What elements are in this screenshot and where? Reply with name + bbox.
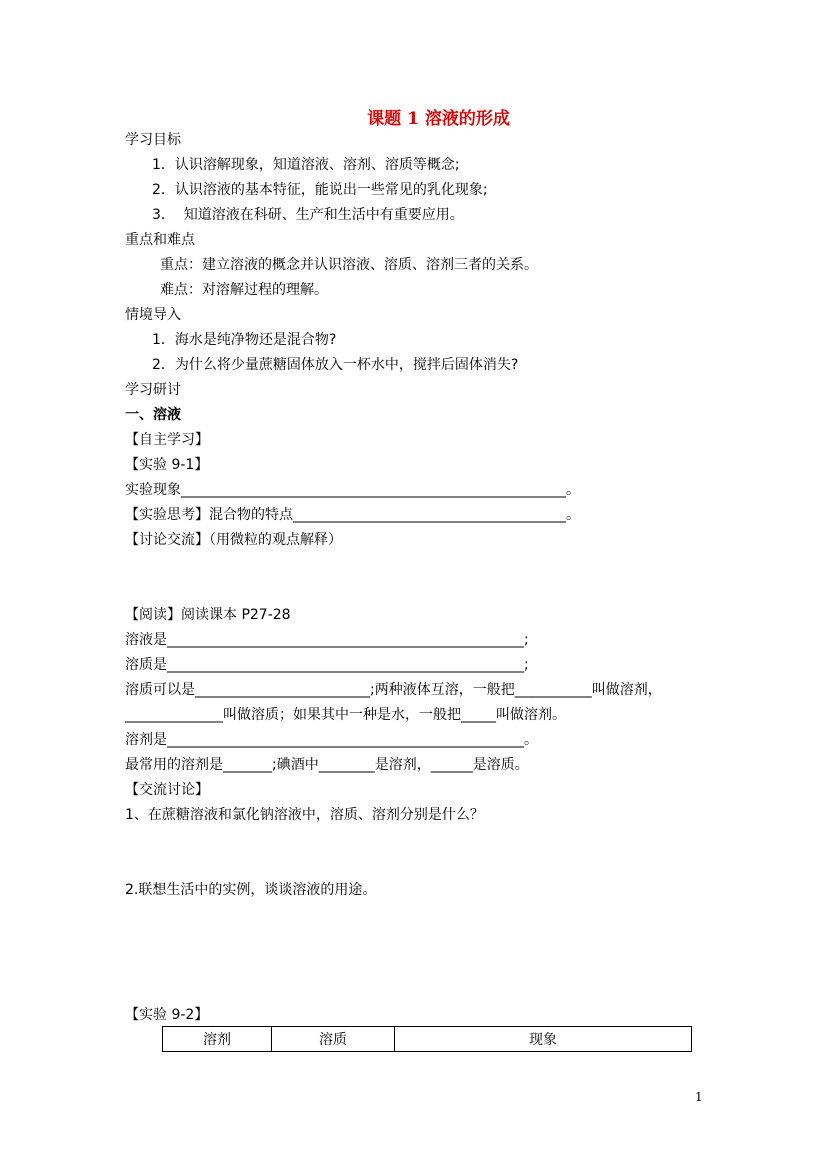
solvent-blank: 溶剂是___________________________________________________。 — [125, 732, 538, 748]
intro-heading: 情境导入 — [125, 307, 181, 323]
difficult-point: 难点：对溶解过程的理解。 — [160, 282, 328, 298]
exchange-label: 【交流讨论】 — [125, 782, 209, 798]
discuss-label: 【讨论交流】（用微粒的观点解释） — [125, 532, 342, 548]
objective-item: 3． 知道溶液在科研、生产和生活中有重要应用。 — [152, 207, 464, 223]
key-point: 重点：建立溶液的概念并认识溶液、溶质、溶剂三者的关系。 — [160, 257, 538, 273]
reading-label: 【阅读】阅读课本 P27-28 — [125, 607, 291, 623]
objective-item: 2．认识溶液的基本特征，能说出一些常见的乳化现象; — [152, 182, 488, 198]
table-header-solute: 溶质 — [272, 1027, 395, 1052]
experiment-label: 【实验 9-2】 — [125, 1007, 209, 1023]
solution-blank: 溶液是___________________________________________________; — [125, 632, 529, 648]
experiment-label: 【实验 9-1】 — [125, 457, 209, 473]
solute-can-blank: 溶质可以是_________________________;两种液体互溶，一般把___________叫做溶剂， — [125, 682, 662, 698]
self-study-label: 【自主学习】 — [125, 432, 209, 448]
page-number: 1 — [695, 1090, 703, 1104]
table-header-solvent: 溶剂 — [163, 1027, 272, 1052]
study-heading: 学习研讨 — [125, 382, 181, 398]
solute-can-blank-2: ______________叫做溶质；如果其中一种是水，一般把_____叫做溶剂。 — [125, 707, 566, 723]
objective-item: 1．认识溶解现象，知道溶液、溶剂、溶质等概念; — [152, 157, 460, 173]
experiment-table — [162, 1026, 692, 1052]
question-2: 2.联想生活中的实例，谈谈溶液的用途。 — [125, 882, 377, 898]
page-title: 课题 1 溶液的形成 — [367, 109, 510, 129]
solute-blank: 溶质是___________________________________________________; — [125, 657, 529, 673]
common-solvent-blank: 最常用的溶剂是_______;碘酒中________是溶剂，______是溶质。 — [125, 757, 529, 773]
section-heading: 一、溶液 — [125, 407, 181, 423]
phenomenon-blank: 实验现象_______________________________________________________。 — [125, 482, 580, 498]
think-blank: 【实验思考】混合物的特点_______________________________________。 — [125, 507, 580, 523]
question-1: 1、在蔗糖溶液和氯化钠溶液中，溶质、溶剂分别是什么？ — [125, 807, 484, 823]
intro-item: 2．为什么将少量蔗糖固体放入一杯水中，搅拌后固体消失? — [152, 357, 519, 373]
objectives-heading: 学习目标 — [125, 132, 181, 148]
intro-item: 1．海水是纯净物还是混合物? — [152, 332, 337, 348]
table-header-phenomenon: 现象 — [395, 1027, 692, 1052]
table-row — [163, 1027, 692, 1052]
keypoints-heading: 重点和难点 — [125, 232, 195, 248]
